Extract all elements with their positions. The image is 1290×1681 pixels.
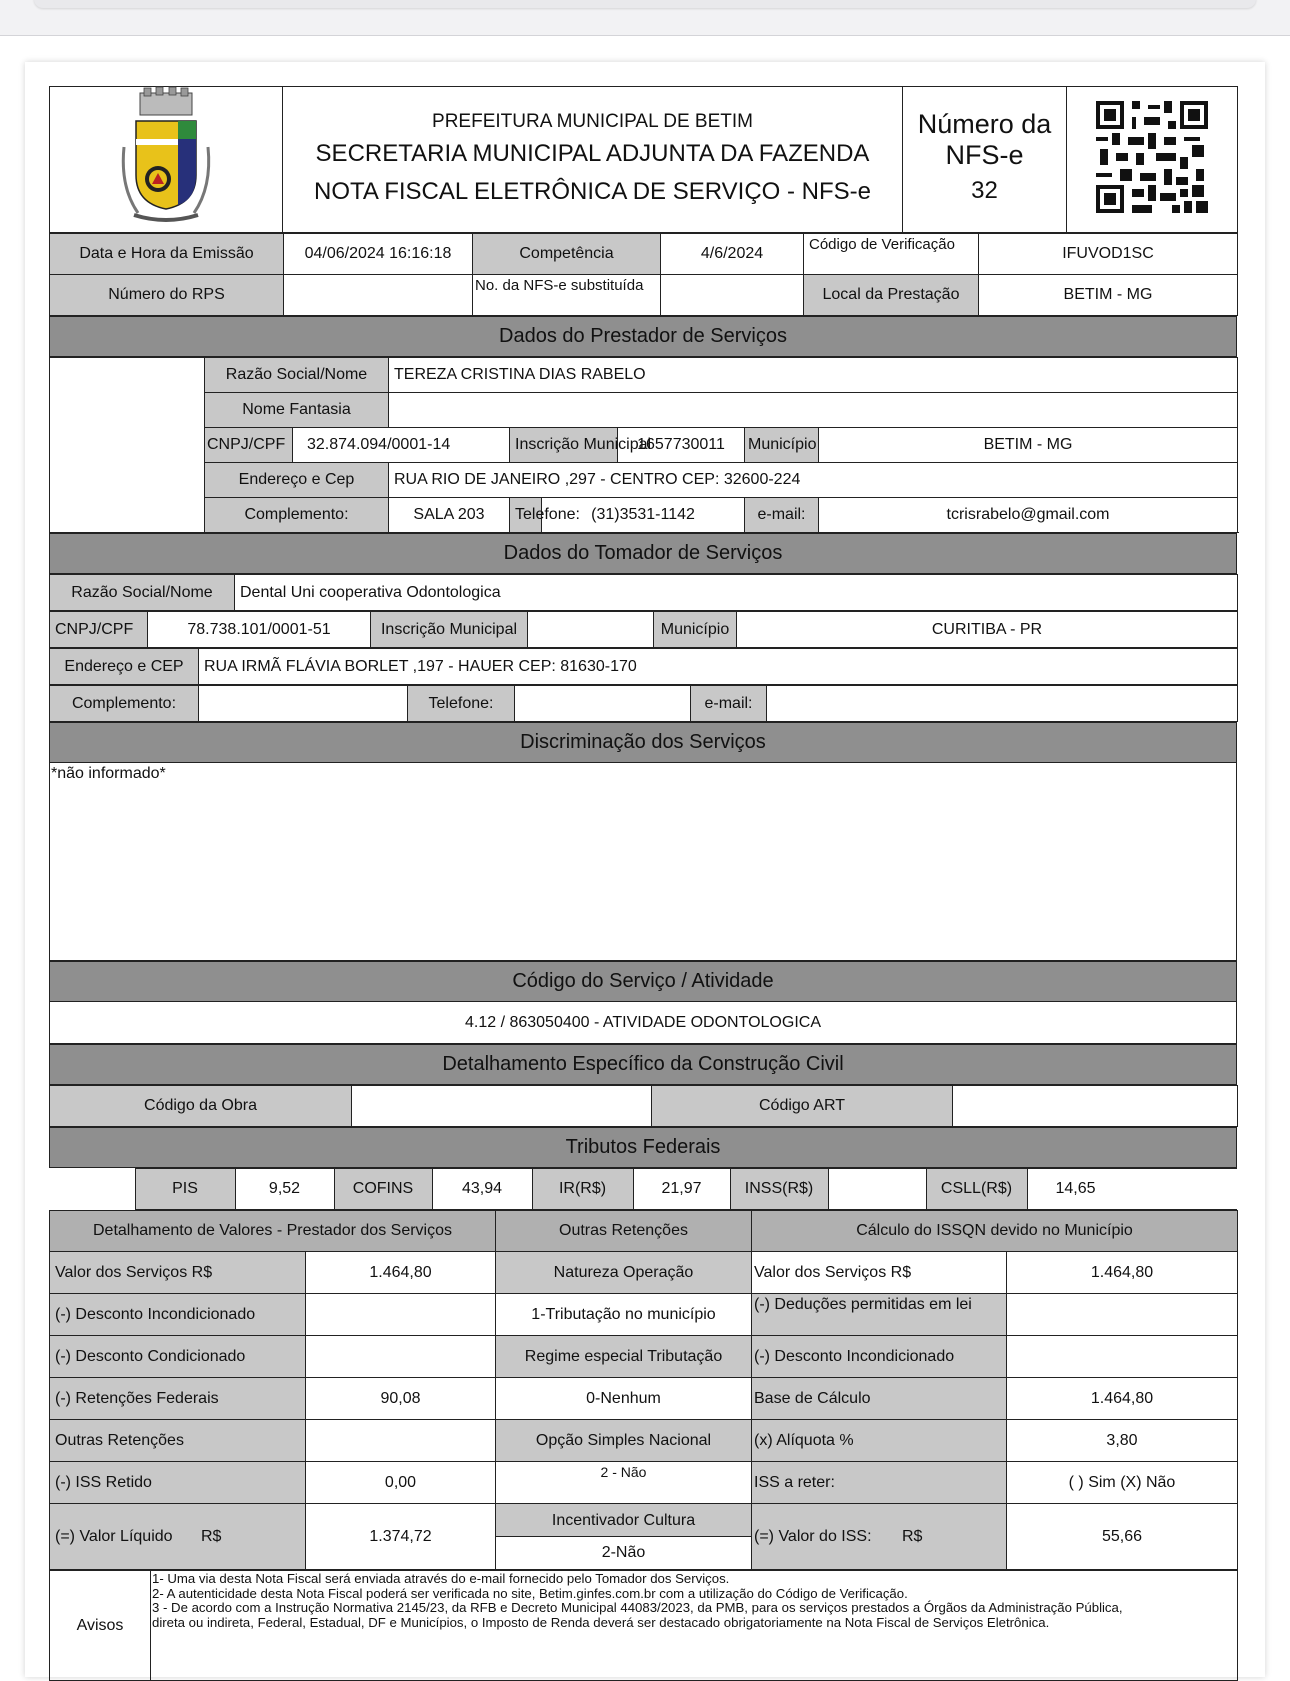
provider-address-value: RUA RIO DE JANEIRO ,297 - CENTRO CEP: 32600-224 <box>389 463 1238 498</box>
pis-label: PIS <box>135 1169 235 1210</box>
iss-service-value-label: Valor dos Serviços R$ <box>752 1252 1007 1294</box>
service-code-table <box>49 961 1237 1044</box>
taker-cnpj-label: CNPJ/CPF <box>50 612 148 648</box>
operation-nature-value: 1-Tributação no município <box>496 1294 752 1336</box>
ir-label: IR(R$) <box>532 1169 633 1210</box>
provider-email-label: e-mail: <box>745 498 819 533</box>
inss-value <box>828 1169 926 1210</box>
taker-city-value: CURITIBA - PR <box>737 612 1238 648</box>
csll-label: CSLL(R$) <box>926 1169 1027 1210</box>
taker-cnpj-value: 78.738.101/0001-51 <box>148 612 371 648</box>
other-withholdings-value <box>306 1420 496 1462</box>
iss-value-currency: R$ <box>901 1527 923 1545</box>
taker-table-4 <box>49 685 1238 722</box>
cofins-label: COFINS <box>334 1169 432 1210</box>
description-section-title: Discriminação dos Serviços <box>50 723 1237 763</box>
provider-fantasy-value <box>389 393 1238 428</box>
coat-of-arms-cell <box>50 87 283 233</box>
qr-code-cell <box>1067 87 1238 233</box>
provider-table <box>49 357 1238 533</box>
taker-email-value <box>767 686 1238 722</box>
federal-taxes-section-title: Tributos Federais <box>50 1128 1237 1168</box>
federal-withholdings-value: 90,08 <box>306 1378 496 1420</box>
provider-im-label: Inscrição Municipal <box>510 428 618 463</box>
emission-table <box>49 233 1238 316</box>
taker-table-2 <box>49 611 1238 648</box>
iss-to-withhold-value: ( ) Sim (X) Não <box>1007 1462 1238 1504</box>
taker-im-label: Inscrição Municipal <box>371 612 528 648</box>
notice-1: 1- Uma via desta Nota Fiscal será enviada através do e-mail fornecido pelo Tomador dos Serviços. <box>152 1571 730 1586</box>
nfse-document <box>49 86 1237 1681</box>
pis-value: 9,52 <box>235 1169 334 1210</box>
federal-taxes-table <box>49 1168 1237 1210</box>
taker-email-label: e-mail: <box>691 686 767 722</box>
qr-code-icon[interactable] <box>1096 101 1208 213</box>
construction-work-code-label: Código da Obra <box>50 1086 352 1127</box>
net-value: 1.374,72 <box>306 1504 496 1570</box>
nfse-number-cell <box>903 87 1067 233</box>
deductions-value <box>1007 1294 1238 1336</box>
taker-section <box>49 533 1237 574</box>
notice-3a: 3 - De acordo com a Instrução Normativa 2145/23, da RFB e Decreto Municipal 44083/2023, da PMB, para os serviços prestados a Órgãos da Administração Pública, <box>152 1600 1123 1615</box>
construction-table <box>49 1085 1238 1127</box>
provider-complement-value: SALA 203 <box>389 498 510 533</box>
taker-table-3 <box>49 648 1238 685</box>
browser-top-bar <box>0 0 1290 36</box>
provider-phone-value: (31)3531-1142 <box>542 498 745 533</box>
service-code-section-title: Código do Serviço / Atividade <box>50 962 1237 1002</box>
taker-address-value: RUA IRMÃ FLÁVIA BORLET ,197 - HAUER CEP: 81630-170 <box>199 649 1238 685</box>
header-line1: PREFEITURA MUNICIPAL DE BETIM <box>432 110 753 132</box>
rps-number-label: Número do RPS <box>50 275 284 316</box>
net-value-label: (=) Valor Líquido <box>55 1527 173 1545</box>
header-line2: SECRETARIA MUNICIPAL ADJUNTA DA FAZENDA <box>315 139 870 167</box>
iss-unconditional-discount-label: (-) Desconto Incondicionado <box>752 1336 1007 1378</box>
iss-unconditional-discount-value <box>1007 1336 1238 1378</box>
taker-address-label: Endereço e CEP <box>50 649 199 685</box>
culture-cell <box>496 1504 752 1570</box>
conditional-discount-value <box>306 1336 496 1378</box>
taker-complement-label: Complemento: <box>50 686 199 722</box>
provider-name-label: Razão Social/Nome <box>205 358 389 393</box>
iss-service-value: 1.464,80 <box>1007 1252 1238 1294</box>
header-table <box>49 86 1238 233</box>
values-col2-title: Outras Retenções <box>496 1211 752 1252</box>
service-value: 1.464,80 <box>306 1252 496 1294</box>
cofins-value: 43,94 <box>432 1169 532 1210</box>
emission-date-label: Data e Hora da Emissão <box>50 234 284 275</box>
inss-label: INSS(R$) <box>730 1169 828 1210</box>
notice-2: 2- A autenticidade desta Nota Fiscal poderá ser verificada no site, Betim.ginfes.com.br com a utilização do Código de Verificação. <box>152 1585 908 1601</box>
taker-section-title: Dados do Tomador de Serviços <box>50 534 1237 574</box>
taker-im-value <box>528 612 654 648</box>
construction-section-title: Detalhamento Específico da Construção Civil <box>50 1045 1237 1085</box>
service-location-value: BETIM - MG <box>979 275 1238 316</box>
tax-rate-value: 3,80 <box>1007 1420 1238 1462</box>
simples-nacional-label: Opção Simples Nacional <box>496 1420 752 1462</box>
operation-nature-label: Natureza Operação <box>496 1252 752 1294</box>
notices-label: Avisos <box>50 1571 151 1681</box>
other-withholdings-label: Outras Retenções <box>50 1420 306 1462</box>
iss-withheld-value: 0,00 <box>306 1462 496 1504</box>
notices-text <box>151 1571 1238 1681</box>
provider-cnpj-label: CNPJ/CPF <box>205 428 293 463</box>
verification-code-value[interactable]: IFUVOD1SC <box>979 234 1238 275</box>
federal-taxes-section <box>49 1127 1237 1168</box>
notice-3b: direta ou indireta, Federal, Estadual, DF e Municípios, o Imposto de Renda deverá ser destacado obrigatoriamente na Nota Fiscal de Serviços Eletrônica. <box>152 1614 1050 1630</box>
provider-address-label: Endereço e Cep <box>205 463 389 498</box>
special-regime-label: Regime especial Tributação <box>496 1336 752 1378</box>
taker-phone-value <box>515 686 691 722</box>
provider-email-value[interactable]: tcrisrabelo@gmail.com <box>819 498 1238 533</box>
provider-city-value: BETIM - MG <box>819 428 1238 463</box>
address-bar[interactable] <box>34 0 1256 8</box>
conditional-discount-label: (-) Desconto Condicionado <box>50 1336 306 1378</box>
provider-im-value: 1657730011 <box>618 428 745 463</box>
csll-value: 14,65 <box>1027 1169 1237 1210</box>
taker-name-label: Razão Social/Nome <box>50 575 235 611</box>
construction-art-code-value <box>953 1086 1238 1127</box>
simples-nacional-value: 2 - Não <box>496 1462 752 1504</box>
provider-cnpj-value: 32.874.094/0001-14 <box>293 428 510 463</box>
special-regime-value: 0-Nenhum <box>496 1378 752 1420</box>
construction-section <box>49 1044 1237 1085</box>
provider-complement-label: Complemento: <box>205 498 389 533</box>
service-location-label: Local da Prestação <box>804 275 979 316</box>
provider-phone-label: Telefone: <box>510 498 542 533</box>
calculation-base-value: 1.464,80 <box>1007 1378 1238 1420</box>
competence-label: Competência <box>473 234 661 275</box>
rps-number-value <box>284 275 473 316</box>
federal-taxes-blank <box>49 1169 135 1210</box>
deductions-label: (-) Deduções permitidas em lei <box>752 1294 1007 1336</box>
ir-value: 21,97 <box>633 1169 730 1210</box>
unconditional-discount-value <box>306 1294 496 1336</box>
emission-date-value: 04/06/2024 16:16:18 <box>284 234 473 275</box>
description-table <box>49 722 1237 961</box>
taker-city-label: Município <box>654 612 737 648</box>
nfse-number-label-1: Número da <box>917 108 1052 139</box>
values-col1-title: Detalhamento de Valores - Prestador dos Serviços <box>50 1211 496 1252</box>
culture-incentive-label: Incentivador Cultura <box>496 1504 751 1537</box>
taker-table-1 <box>49 574 1238 611</box>
iss-to-withhold-label: ISS a reter: <box>752 1462 1007 1504</box>
header-line3: NOTA FISCAL ELETRÔNICA DE SERVIÇO - NFS-e <box>313 177 871 205</box>
unconditional-discount-label: (-) Desconto Incondicionado <box>50 1294 306 1336</box>
values-col3-title: Cálculo do ISSQN devido no Município <box>752 1211 1238 1252</box>
nfse-number-value: 32 <box>971 176 998 204</box>
iss-value-label-cell <box>752 1504 1007 1570</box>
provider-blank-cell <box>50 358 205 533</box>
values-table <box>49 1210 1238 1570</box>
header-title-cell <box>283 87 903 233</box>
service-code-value: 4.12 / 863050400 - ATIVIDADE ODONTOLOGICA <box>50 1002 1237 1044</box>
provider-section-title: Dados do Prestador de Serviços <box>50 317 1237 357</box>
taker-phone-label: Telefone: <box>408 686 515 722</box>
provider-section <box>49 316 1237 357</box>
culture-incentive-value: 2-Não <box>601 1544 646 1561</box>
competence-value: 4/6/2024 <box>661 234 804 275</box>
net-value-label-cell <box>50 1504 306 1570</box>
provider-name-value: TEREZA CRISTINA DIAS RABELO <box>389 358 1238 393</box>
iss-withheld-label: (-) ISS Retido <box>50 1462 306 1504</box>
calculation-base-label: Base de Cálculo <box>752 1378 1007 1420</box>
iss-value: 55,66 <box>1007 1504 1238 1570</box>
iss-value-label: (=) Valor do ISS: <box>754 1527 872 1545</box>
construction-work-code-value <box>352 1086 652 1127</box>
provider-city-label: Município <box>745 428 819 463</box>
service-value-label: Valor dos Serviços R$ <box>50 1252 306 1294</box>
verification-code-label: Código de Verificação <box>804 234 979 275</box>
description-text: *não informado* <box>50 763 1237 961</box>
nfse-number-label-2: NFS-e <box>945 139 1024 170</box>
substituted-nfse-label: No. da NFS-e substituída <box>473 275 661 316</box>
federal-withholdings-label: (-) Retenções Federais <box>50 1378 306 1420</box>
net-value-currency: R$ <box>201 1527 222 1545</box>
notices-table <box>49 1570 1238 1681</box>
substituted-nfse-value <box>661 275 804 316</box>
taker-complement-value <box>199 686 408 722</box>
construction-art-code-label: Código ART <box>652 1086 953 1127</box>
taker-name-value: Dental Uni cooperativa Odontologica <box>235 575 1238 611</box>
provider-fantasy-label: Nome Fantasia <box>205 393 389 428</box>
tax-rate-label: (x) Alíquota % <box>752 1420 1007 1462</box>
coat-of-arms-icon <box>116 87 216 227</box>
